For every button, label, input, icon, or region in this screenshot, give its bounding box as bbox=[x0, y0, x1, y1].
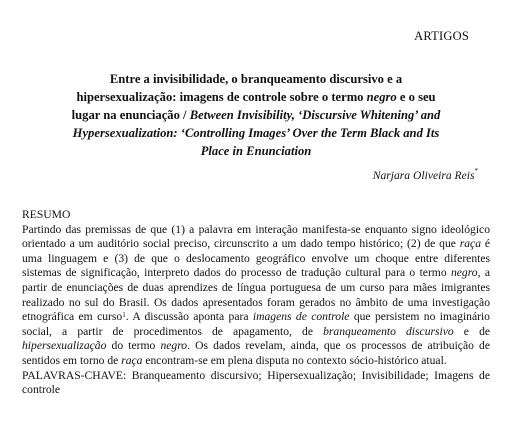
abstract-italic-term: hipersexualização bbox=[22, 339, 107, 353]
abstract bbox=[22, 208, 490, 398]
abstract-text: encontram-se em plena disputa no contexto sócio-histórico atual. bbox=[142, 353, 447, 367]
title-pt-line2b: e o seu bbox=[396, 90, 436, 104]
abstract-text: e de bbox=[453, 324, 491, 338]
title-en-line3: Between Invisibility, ‘Discursive Whitening’ and bbox=[189, 108, 441, 122]
abstract-italic-term: raça bbox=[459, 237, 482, 251]
abstract-text: , a partir de enunciações de duas aprendizes de língua portuguesa de um curso para mães imigrantes realizado no sul do Brasil. Os dados apresentados foram gerados no âmbito de uma investigação etnográfica em curso bbox=[22, 266, 490, 324]
abstract-text: é uma linguagem e (3) de que o deslocamento geográfico envolve um choque entre diferentes sistemas de significação, interpreto dados do processo de tradução cultural para o termo bbox=[22, 237, 490, 280]
title-pt-italic-term: negro bbox=[366, 90, 397, 104]
article-title bbox=[20, 70, 492, 160]
author bbox=[373, 169, 478, 182]
abstract-italic-term: branqueamento discursivo bbox=[323, 324, 454, 338]
abstract-heading: RESUMO bbox=[22, 208, 71, 221]
keywords bbox=[22, 369, 490, 398]
footnote-ref[interactable]: 1 bbox=[122, 311, 126, 320]
section-label: ARTIGOS bbox=[414, 29, 469, 43]
abstract-text: do termo bbox=[106, 339, 161, 353]
title-pt-line2a: hipersexualização: imagens de controle sobre o termo bbox=[76, 90, 367, 104]
author-footnote-mark[interactable]: * bbox=[474, 167, 478, 175]
abstract-italic-term: negro bbox=[450, 266, 478, 280]
abstract-italic-term: negro bbox=[160, 339, 188, 353]
title-en-line5: Place in Enunciation bbox=[200, 144, 312, 158]
title-pt-line3: lugar na enunciação / bbox=[71, 108, 190, 122]
abstract-italic-term: raça bbox=[121, 353, 143, 367]
abstract-text: . A discussão aponta para bbox=[125, 310, 253, 324]
keywords-label: PALAVRAS-CHAVE: bbox=[22, 368, 127, 382]
title-en-line4: Hypersexualization: ‘Controlling Images’ Over the Term Black and Its bbox=[72, 126, 440, 140]
abstract-body bbox=[22, 223, 490, 369]
keywords-list: Branqueamento discursivo; Hipersexualização; Invisibilidade; Imagens de controle bbox=[22, 368, 490, 397]
abstract-italic-term: imagens de controle bbox=[252, 310, 350, 324]
author-name: Narjara Oliveira Reis bbox=[372, 169, 475, 182]
abstract-text: Partindo das premissas de que (1) a palavra em interação manifesta-se enquanto signo ideológico orientado a um auditório social preciso, circunscrito a um dado tempo histórico; (2) de que bbox=[22, 222, 490, 251]
abstract-text: . Os dados revelam, ainda, que os processos de atribuição de sentidos em torno de bbox=[22, 339, 490, 367]
title-pt-line1: Entre a invisibilidade, o branqueamento discursivo e a bbox=[109, 72, 403, 86]
abstract-text: que persistem no imaginário social, a partir de procedimentos de apagamento, de bbox=[22, 310, 490, 338]
